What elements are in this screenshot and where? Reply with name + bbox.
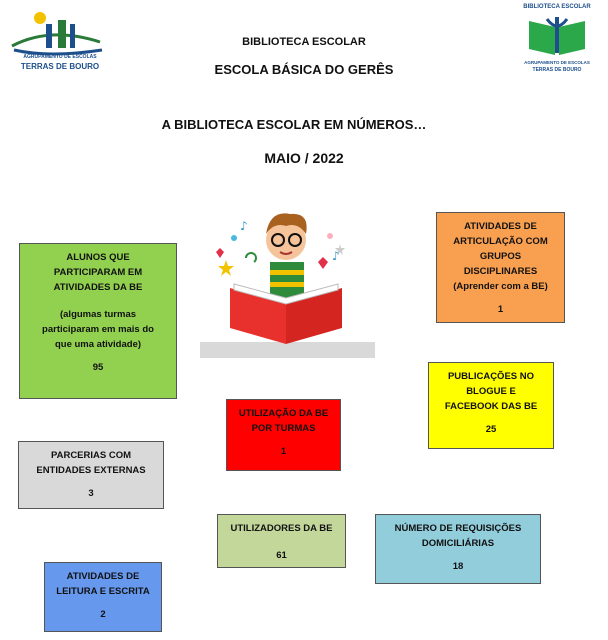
articulation-line4: DISCIPLINARES <box>463 266 538 277</box>
usage-line1: UTILIZAÇÃO DA BE <box>238 408 329 419</box>
publications-box <box>428 362 554 449</box>
loans-line2: DOMICILIÁRIAS <box>421 538 495 549</box>
publications-line1: PUBLICAÇÕES NO <box>447 371 535 382</box>
header-line1: BIBLIOTECA ESCOLAR <box>242 36 366 48</box>
usage-value: 1 <box>280 446 287 457</box>
students-line2: PARTICIPARAM EM <box>53 267 143 278</box>
boy-reading-illustration <box>200 200 375 360</box>
logo-right-top: BIBLIOTECA ESCOLAR <box>523 4 591 10</box>
header-line2: ESCOLA BÁSICA DO GERÊS <box>214 62 394 77</box>
publications-value: 25 <box>485 424 497 435</box>
partnerships-line1: PARCERIAS COM <box>50 450 132 461</box>
page-title: A BIBLIOTECA ESCOLAR EM NÚMEROS… <box>161 117 427 132</box>
articulation-line2: ARTICULAÇÃO COM <box>453 236 548 247</box>
articulation-activities-box <box>436 212 565 323</box>
svg-text:♪: ♪ <box>332 249 340 263</box>
articulation-value: 1 <box>497 304 504 315</box>
students-value: 95 <box>92 362 104 373</box>
articulation-line5: (Aprender com a BE) <box>453 281 548 292</box>
logo-right-line1: AGRUPAMENTO DE ESCOLAS <box>524 60 590 65</box>
users-box <box>217 514 346 568</box>
publications-line2: BLOGUE E <box>466 386 516 397</box>
reading-line1: ATIVIDADES DE <box>66 571 140 582</box>
articulation-line1: ATIVIDADES DE <box>464 221 537 232</box>
logo-right-line2: TERRAS DE BOURO <box>532 67 582 73</box>
articulation-line3: GRUPOS <box>479 251 522 262</box>
logo-left-line2: TERRAS DE BOURO <box>20 62 100 71</box>
reading-writing-box <box>44 562 162 632</box>
users-value: 61 <box>276 550 287 561</box>
students-note2: participaram em mais do <box>42 324 154 335</box>
users-line1: UTILIZADORES DA BE <box>230 523 333 534</box>
students-line1: ALUNOS QUE <box>66 252 130 263</box>
students-note3: que uma atividade) <box>54 339 142 350</box>
partnerships-value: 3 <box>88 488 94 499</box>
students-participated-box <box>19 243 177 399</box>
students-note1: (algumas turmas <box>59 309 137 320</box>
reading-line2: LEITURA E ESCRITA <box>56 586 150 597</box>
svg-text:♪: ♪ <box>240 219 248 233</box>
period-title: MAIO / 2022 <box>264 150 344 166</box>
reading-value: 2 <box>100 609 106 620</box>
publications-line3: FACEBOOK DAS BE <box>444 401 538 412</box>
partnerships-line2: ENTIDADES EXTERNAS <box>36 465 146 476</box>
usage-line2: POR TURMAS <box>251 423 316 434</box>
home-loans-box <box>375 514 541 584</box>
partnerships-box <box>18 441 164 509</box>
loans-line1: NÚMERO DE REQUISIÇÕES <box>394 523 522 534</box>
usage-by-classes-box <box>226 399 341 471</box>
logo-left-line1: AGRUPAMENTO DE ESCOLAS <box>23 54 97 60</box>
loans-value: 18 <box>452 561 464 572</box>
students-line3: ATIVIDADES DA BE <box>53 282 143 293</box>
